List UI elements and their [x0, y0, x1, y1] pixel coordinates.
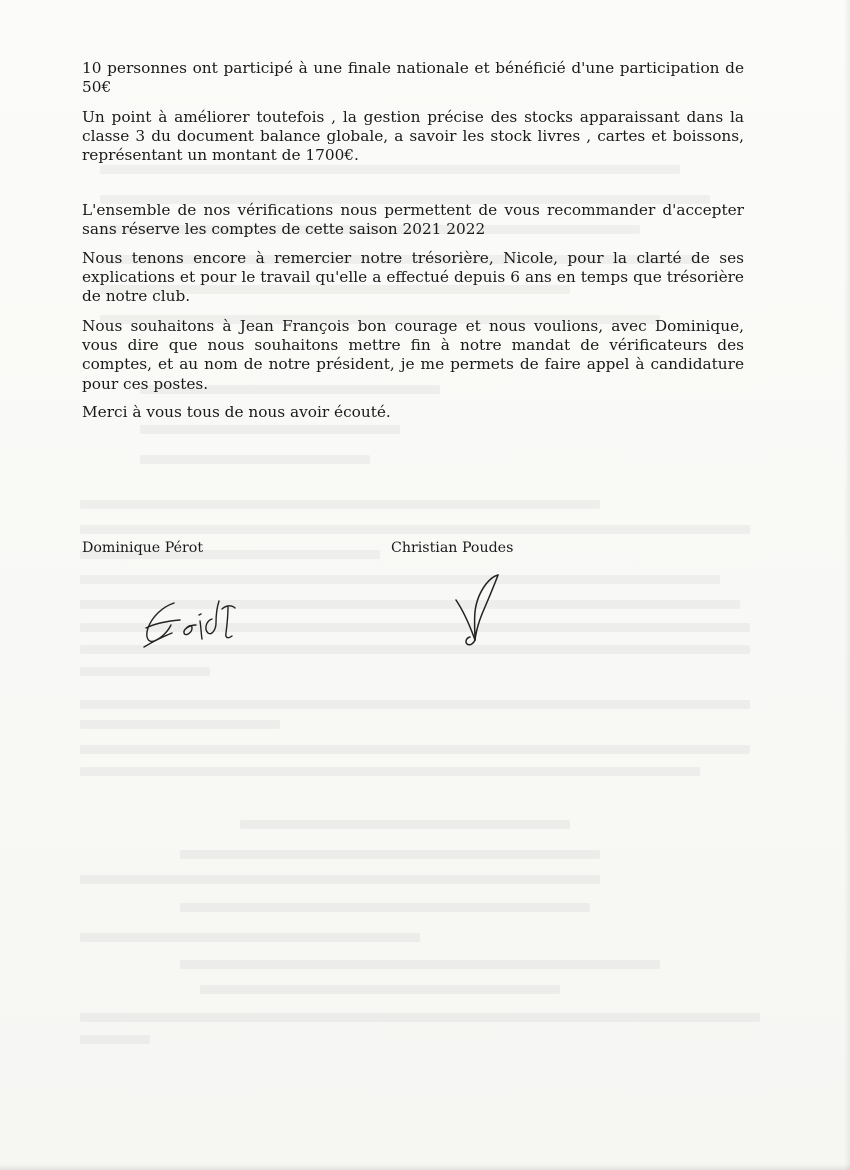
paragraph-recommandation: L'ensemble de nos vérifications nous permettent de vous recommander d'accepter sans réserve les comptes de cette saison 2021 2022 [82, 201, 744, 239]
signature-dominique [140, 595, 250, 655]
paragraph-merci: Merci à vous tous de nous avoir écouté. [82, 403, 391, 421]
signature-christian [448, 570, 518, 650]
paper-edge-right [844, 0, 850, 1170]
signatory-name-dominique: Dominique Pérot [82, 540, 204, 556]
paragraph-remerciements-tresoriere: Nous tenons encore à remercier notre trésorière, Nicole, pour la clarté de ses explications et pour le travail qu'elle a effectué depuis 6 ans en temps que trésorière de notre club. [82, 249, 744, 306]
paragraph-fin-mandat: Nous souhaitons à Jean François bon courage et nous voulions, avec Dominique, vous dire que nous souhaitons mettre fin à notre mandat de vérificateurs des comptes, et au nom de notre président, je me permets de faire appel à candidature pour ces postes. [82, 317, 744, 393]
signatory-name-christian: Christian Poudes [391, 540, 514, 556]
paragraph-finale-nationale: 10 personnes ont participé à une finale nationale et bénéficié d'une participation de 50€ [82, 59, 744, 97]
paragraph-gestion-stocks: Un point à améliorer toutefois , la gestion précise des stocks apparaissant dans la classe 3 du document balance globale, a savoir les stock livres , cartes et boissons, représentant un montant de 1700€. [82, 108, 744, 165]
paper-edge-bottom [0, 1164, 850, 1170]
